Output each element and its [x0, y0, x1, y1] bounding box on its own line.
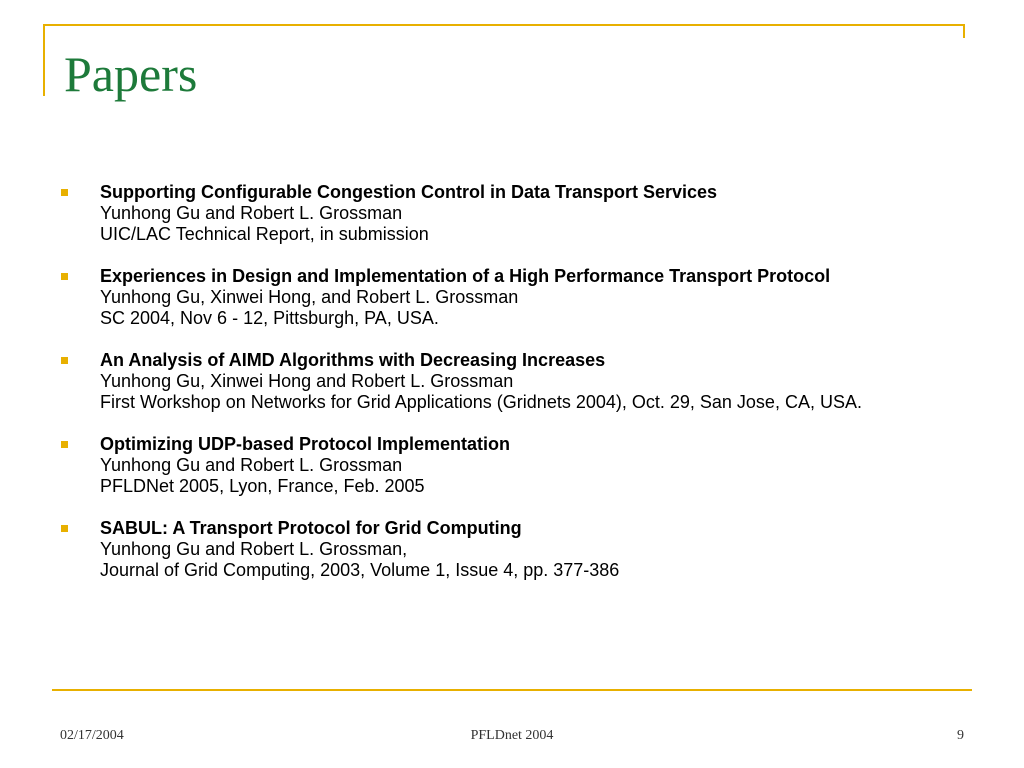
- list-item: [58, 266, 958, 329]
- title-frame-right-rule: [963, 24, 965, 38]
- footer-rule: [52, 689, 972, 691]
- paper-authors: Yunhong Gu, Xinwei Hong and Robert L. Grossman: [100, 371, 514, 391]
- square-bullet-icon: [61, 357, 68, 364]
- page-title: Papers: [64, 46, 198, 102]
- paper-title: Supporting Configurable Congestion Control in Data Transport Services: [100, 182, 718, 202]
- paper-title: Optimizing UDP-based Protocol Implementation: [100, 434, 511, 454]
- square-bullet-icon: [61, 189, 68, 196]
- paper-venue: UIC/LAC Technical Report, in submission: [100, 224, 429, 244]
- footer-event: PFLDnet 2004: [470, 728, 554, 743]
- footer-date: 02/17/2004: [60, 728, 124, 743]
- title-frame-top-rule: [43, 24, 965, 26]
- paper-title: An Analysis of AIMD Algorithms with Decreasing Increases: [100, 350, 606, 370]
- paper-venue: PFLDNet 2005, Lyon, France, Feb. 2005: [100, 476, 425, 496]
- title-frame-left-rule: [43, 24, 45, 96]
- paper-authors: Yunhong Gu and Robert L. Grossman,: [100, 539, 408, 559]
- paper-authors: Yunhong Gu and Robert L. Grossman: [100, 455, 403, 475]
- square-bullet-icon: [61, 441, 68, 448]
- paper-venue: Journal of Grid Computing, 2003, Volume 1, Issue 4, pp. 377-386: [100, 560, 620, 580]
- list-item: [58, 182, 958, 245]
- square-bullet-icon: [61, 525, 68, 532]
- paper-venue: SC 2004, Nov 6 - 12, Pittsburgh, PA, USA.: [100, 308, 439, 328]
- list-item: [58, 350, 958, 413]
- list-item: [58, 518, 958, 581]
- paper-venue: First Workshop on Networks for Grid Applications (Gridnets 2004), Oct. 29, San Jose, CA, USA.: [100, 392, 862, 412]
- square-bullet-icon: [61, 273, 68, 280]
- paper-list: [58, 182, 958, 602]
- paper-title: SABUL: A Transport Protocol for Grid Computing: [100, 518, 522, 538]
- paper-authors: Yunhong Gu and Robert L. Grossman: [100, 203, 403, 223]
- paper-title: Experiences in Design and Implementation of a High Performance Transport Protocol: [100, 266, 831, 286]
- paper-authors: Yunhong Gu, Xinwei Hong, and Robert L. Grossman: [100, 287, 519, 307]
- page-number: 9: [957, 728, 964, 743]
- list-item: [58, 434, 958, 497]
